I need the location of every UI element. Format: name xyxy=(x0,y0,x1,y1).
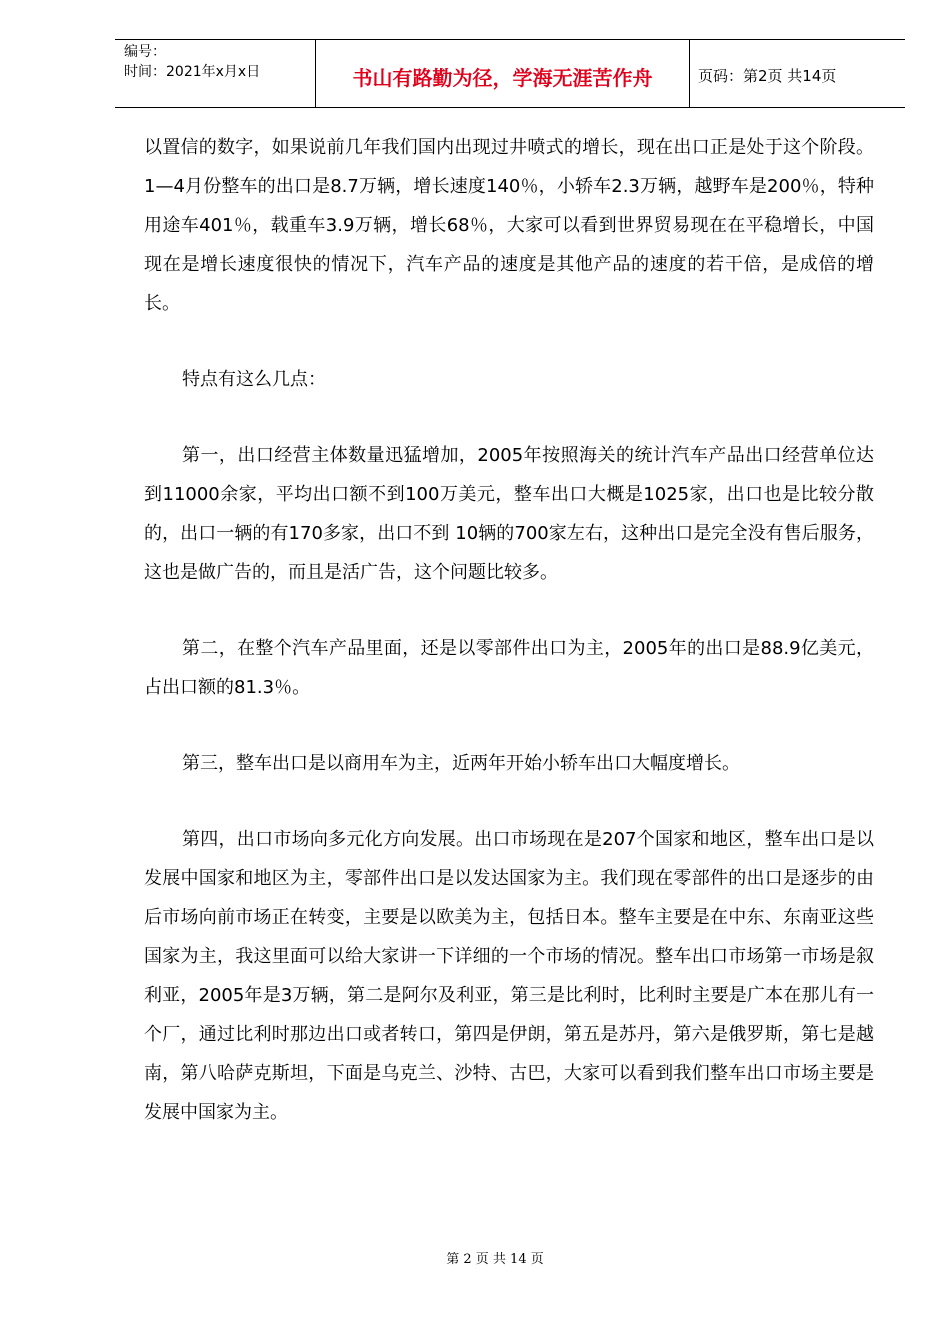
body-paragraph: 第四，出口市场向多元化方向发展。出口市场现在是207个国家和地区，整车出口是以发展中国家和地区为主，零部件出口是以发达国家为主。我们现在零部件的出口是逐步的由后市场向前市场正在转变，主要是以欧美为主，包括日本。整车主要是在中东、东南亚这些国家为主，我这里面可以给大家讲一下详细的一个市场的情况。整车出口市场第一市场是叙利亚，2005年是3万辆，第二是阿尔及利亚，第三是比利时，比利时主要是广本在那儿有一个厂，通过比利时那边出口或者转口，第四是伊朗，第五是苏丹，第六是俄罗斯，第七是越南，第八哈萨克斯坦，下面是乌克兰、沙特、古巴，大家可以看到我们整车出口市场主要是发展中国家为主。 xyxy=(144,829,874,1123)
header-meta-cell xyxy=(115,40,316,107)
body-paragraph: 第三，整车出口是以商用车为主，近两年开始小轿车出口大幅度增长。 xyxy=(182,753,740,774)
document-time-label: 时间：2021年x月x日 xyxy=(124,64,261,80)
document-number-label: 编号： xyxy=(124,44,166,60)
document-body xyxy=(144,128,874,1169)
body-paragraph: 第一，出口经营主体数量迅猛增加，2005年按照海关的统计汽车产品出口经营单位达到11000余家，平均出口额不到100万美元，整车出口大概是1025家，出口也是比较分散的，出口一辆的有170多家，出口不到 10辆的700家左右，这种出口是完全没有售后服务，这也是做广告的，而且是活广告，这个问题比较多。 xyxy=(144,445,874,583)
body-paragraph: 第二，在整个汽车产品里面，还是以零部件出口为主，2005年的出口是88.9亿美元，占出口额的81.3％。 xyxy=(144,638,874,698)
body-paragraph: 特点有这么几点： xyxy=(182,369,326,390)
header-page-number: 页码：第2页 共14页 xyxy=(698,67,837,85)
body-paragraph: 以置信的数字，如果说前几年我们国内出现过井喷式的增长，现在出口正是处于这个阶段。1—4月份整车的出口是8.7万辆，增长速度140％，小轿车2.3万辆，越野车是200％，特种用途车401％，载重车3.9万辆，增长68％，大家可以看到世界贸易现在在平稳增长，中国现在是增长速度很快的情况下，汽车产品的速度是其他产品的速度的若干倍，是成倍的增长。 xyxy=(144,137,874,314)
page-footer: 第 2 页 共 14 页 xyxy=(446,1252,544,1267)
page-header xyxy=(115,39,905,108)
header-motto: 书山有路勤为径，学海无涯苦作舟 xyxy=(316,40,690,107)
